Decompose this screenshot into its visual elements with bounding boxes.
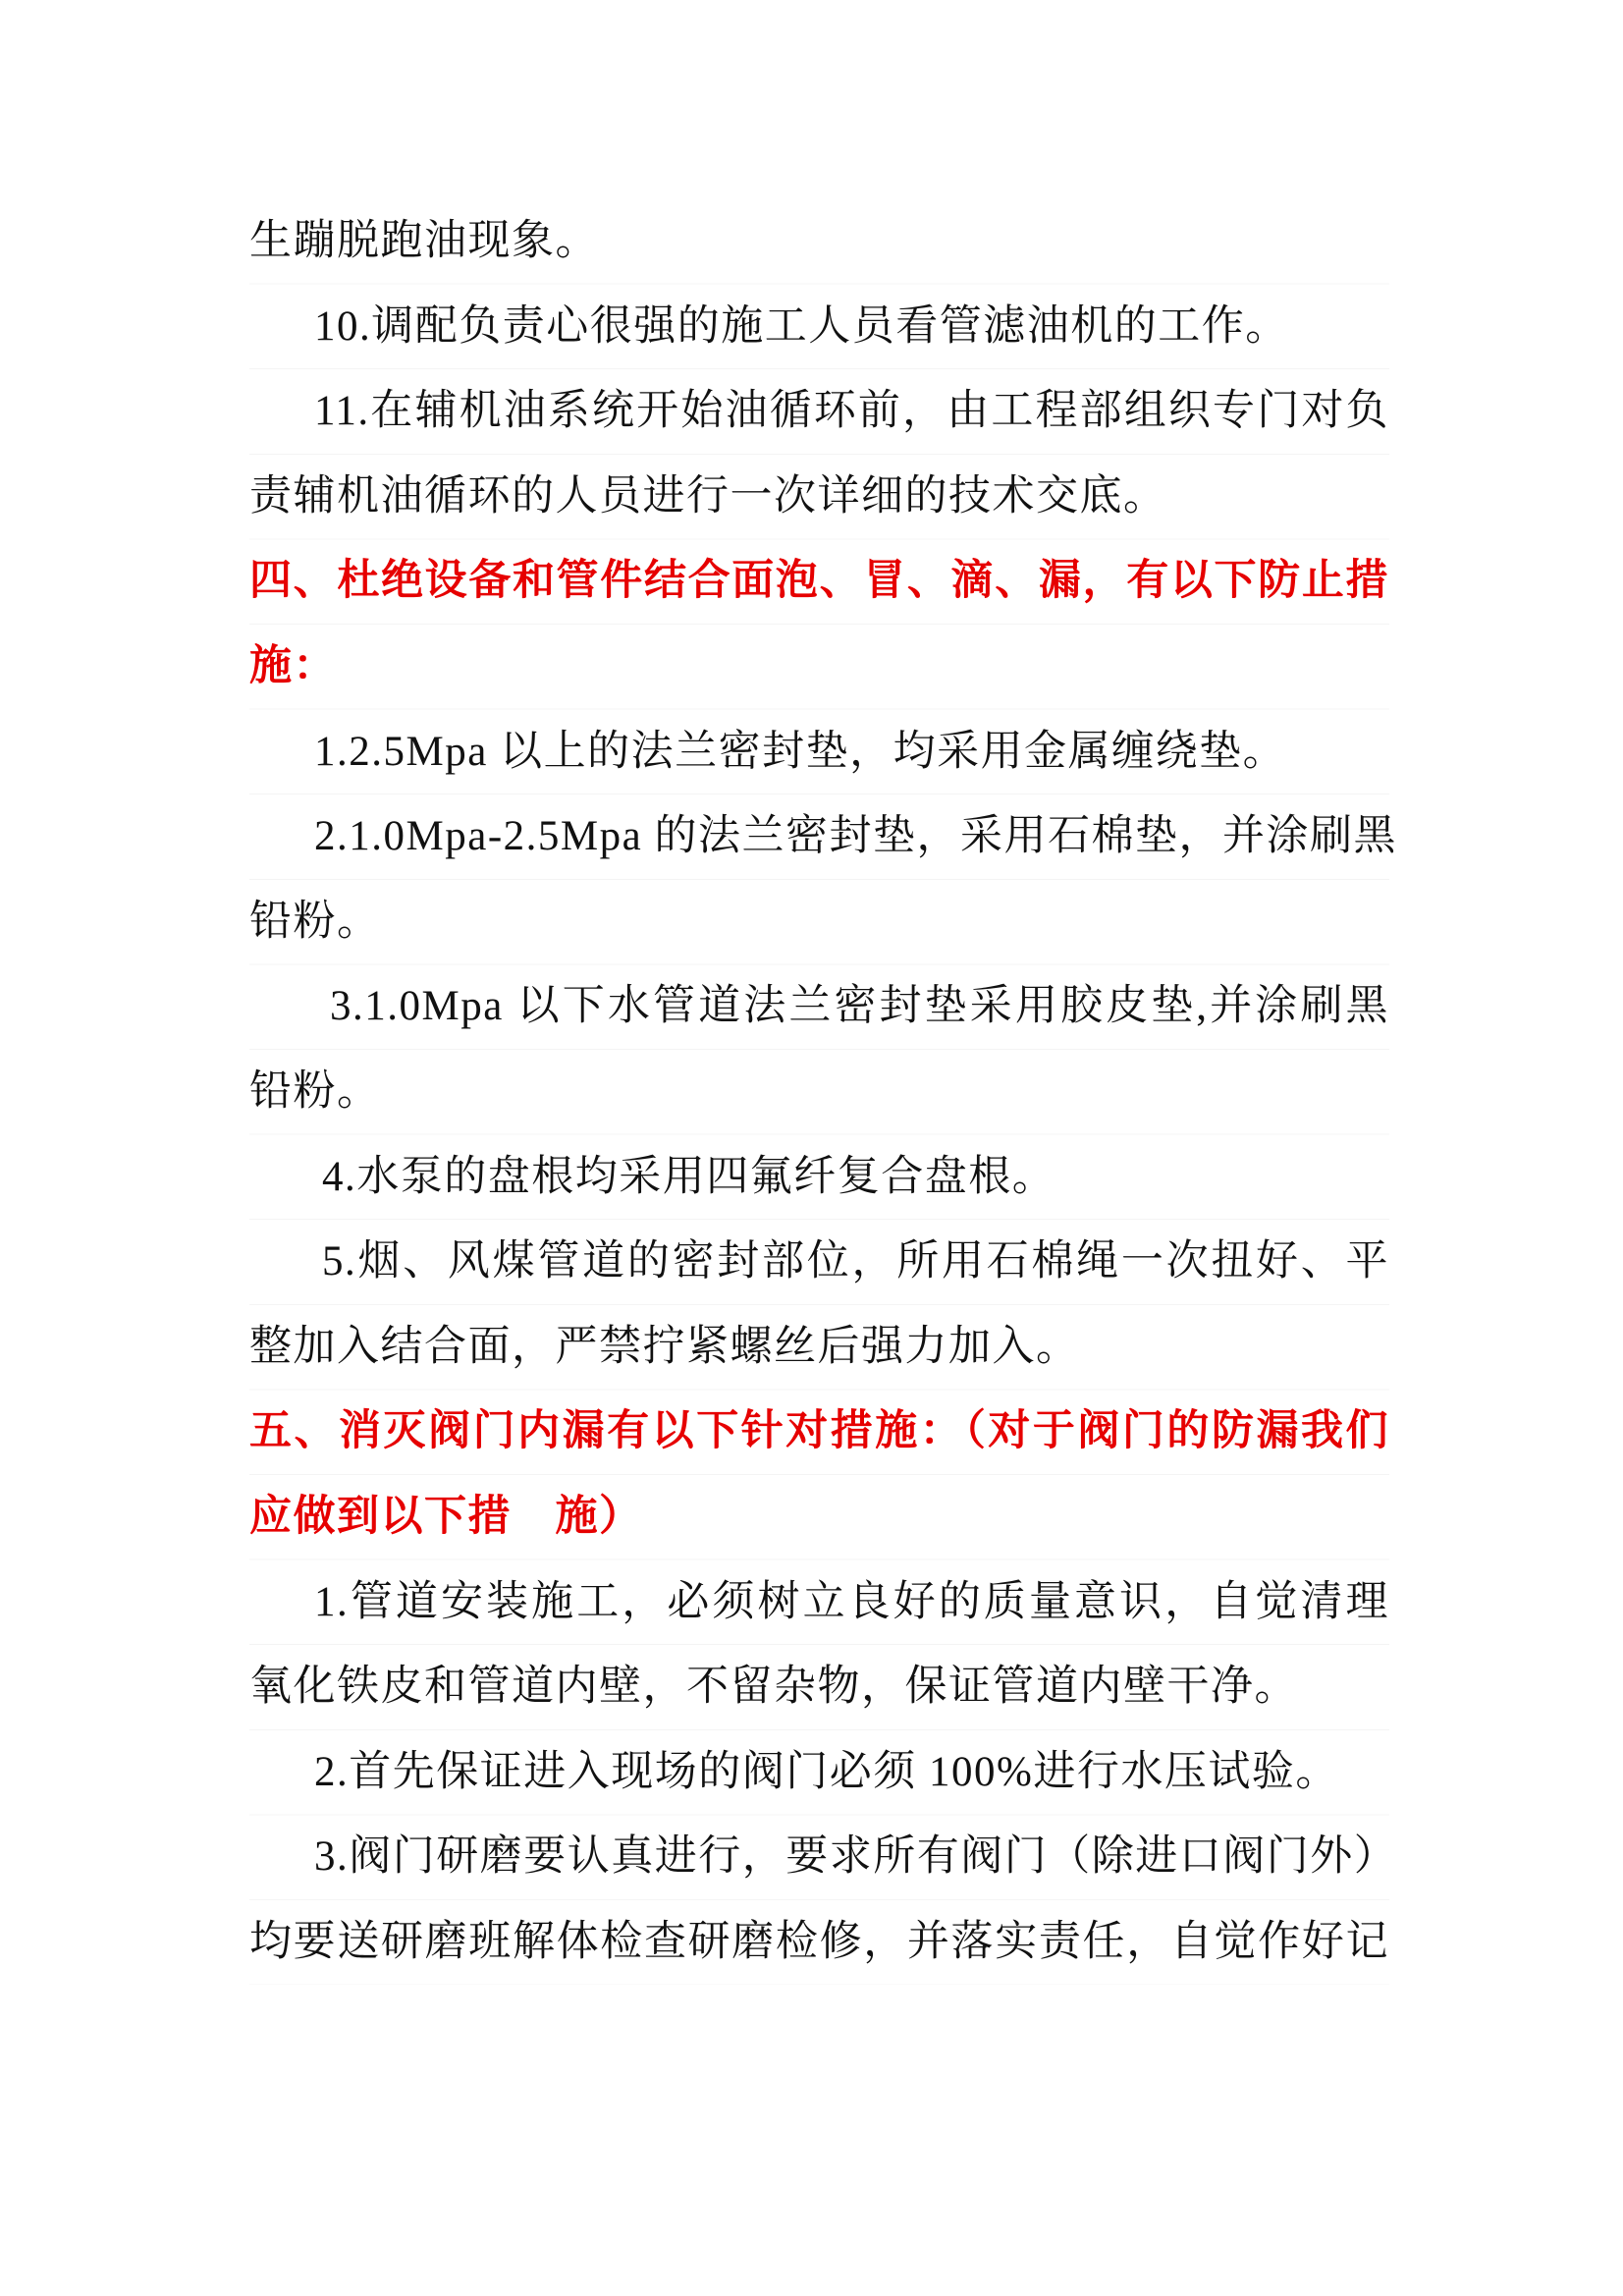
text-line: 11.在辅机油系统开始油循环前，由工程部组织专门对负 [314, 388, 1389, 435]
heading-line: 施： [249, 642, 337, 689]
text-line: 2.1.0Mpa-2.5Mpa 的法兰密封垫，采用石棉垫，并涂刷黑 [314, 813, 1397, 860]
text-line: 铅粉。 [249, 1067, 381, 1115]
text-line: 1.管道安装施工，必须树立良好的质量意识，自觉清理 [314, 1578, 1389, 1625]
text-line: 责辅机油循环的人员进行一次详细的技术交底。 [249, 472, 1167, 519]
text-line: 铅粉。 [249, 898, 381, 945]
text-line: 整加入结合面，严禁拧紧螺丝后强力加入。 [249, 1323, 1080, 1370]
text-line: 5.烟、风煤管道的密封部位，所用石棉绳一次扭好、平 [322, 1238, 1389, 1285]
text-line: 1.2.5Mpa 以上的法兰密封垫，均采用金属缠绕垫。 [314, 728, 1287, 775]
text-line: 均要送研磨班解体检查研磨检修，并落实责任，自觉作好记 [249, 1918, 1389, 1965]
text-line: 生蹦脱跑油现象。 [249, 218, 599, 264]
heading-line: 应做到以下措 施） [249, 1493, 643, 1540]
text-line: 3.1.0Mpa 以下水管道法兰密封垫采用胶皮垫,并涂刷黑 [330, 983, 1389, 1030]
document-text-block [249, 199, 1398, 1985]
text-line: 10.调配负责心很强的施工人员看管滤油机的工作。 [314, 302, 1289, 350]
text-line: 2.首先保证进入现场的阀门必须 100%进行水压试验。 [314, 1748, 1339, 1795]
text-line: 氧化铁皮和管道内壁，不留杂物，保证管道内壁干净。 [249, 1664, 1298, 1711]
heading-line: 五、消灭阀门内漏有以下针对措施：（对于阀门的防漏我们 [249, 1408, 1389, 1455]
heading-line: 四、杜绝设备和管件结合面泡、冒、滴、漏，有以下防止措 [249, 558, 1389, 605]
text-line: 4.水泵的盘根均采用四氟纤复合盘根。 [322, 1153, 1056, 1200]
text-line: 3.阀门研磨要认真进行，要求所有阀门（除进口阀门外） [314, 1833, 1398, 1881]
